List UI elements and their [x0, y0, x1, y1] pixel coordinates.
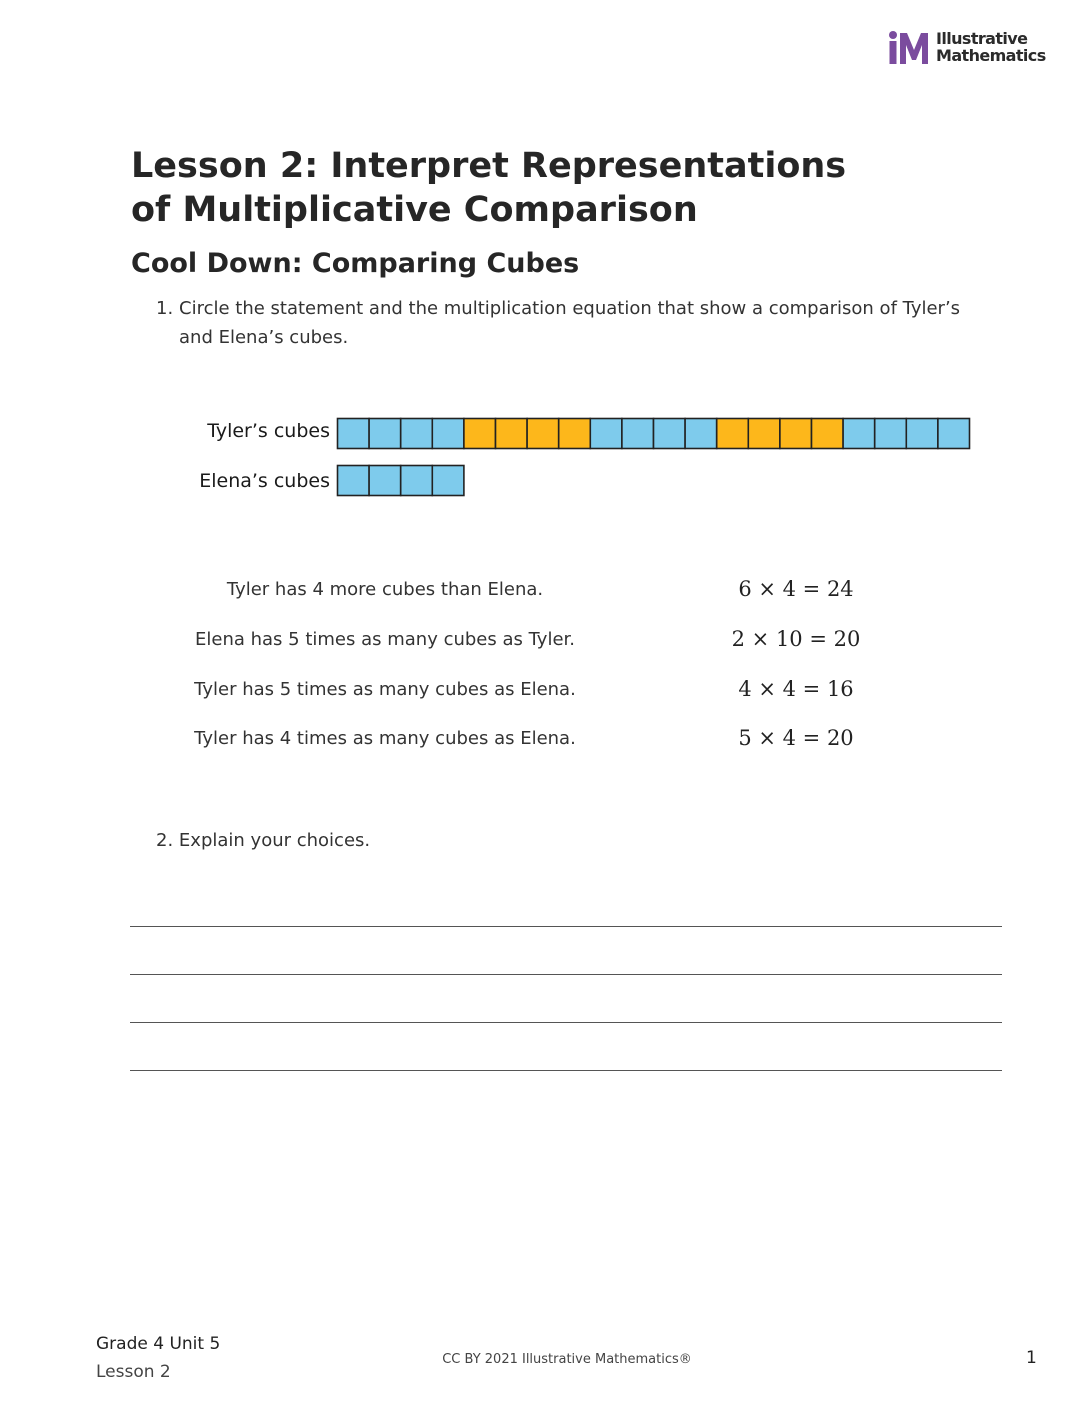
cube-orange — [748, 419, 780, 449]
cube-orange — [780, 419, 812, 449]
cube-blue — [369, 466, 401, 496]
cube-orange — [559, 419, 591, 449]
question-2 — [156, 830, 370, 851]
statement-3[interactable]: Tyler has 5 times as many cubes as Elena. — [194, 679, 576, 700]
logo-line2: Mathematics — [936, 46, 1046, 65]
cube-blue — [369, 419, 401, 449]
section-title: Cool Down: Comparing Cubes — [131, 248, 580, 279]
cube-blue — [622, 419, 654, 449]
question-1-text: Circle the statement and the multiplication equation that show a comparison of Tyler’s and Elena’s cubes. — [179, 298, 961, 348]
logo-line1: Illustrative — [936, 29, 1028, 48]
elena-cubes-label: Elena’s cubes — [199, 470, 330, 492]
question-2-text: Explain your choices. — [178, 830, 371, 851]
im-logo-icon — [888, 30, 932, 66]
equation-3[interactable]: 4 × 4 = 16 — [738, 677, 854, 701]
cube-blue — [590, 419, 622, 449]
statement-2[interactable]: Elena has 5 times as many cubes as Tyler. — [195, 629, 575, 650]
cube-orange — [717, 419, 749, 449]
footer-unit: Grade 4 Unit 5 — [96, 1334, 221, 1354]
cube-blue — [938, 419, 970, 449]
equation-1[interactable]: 6 × 4 = 24 — [738, 577, 854, 601]
answer-line-4[interactable] — [130, 1070, 1002, 1071]
cube-orange — [812, 419, 844, 449]
equation-2[interactable]: 2 × 10 = 20 — [731, 627, 861, 651]
cube-orange — [464, 419, 496, 449]
cube-blue — [685, 419, 717, 449]
cube-blue — [401, 419, 433, 449]
question-2-number: 2. — [156, 830, 174, 851]
cube-blue — [875, 419, 907, 449]
tyler-cubes-label: Tyler’s cubes — [207, 420, 330, 442]
statement-4[interactable]: Tyler has 4 times as many cubes as Elena. — [194, 728, 576, 749]
cube-orange — [527, 419, 559, 449]
answer-line-1[interactable] — [130, 926, 1002, 927]
answer-line-3[interactable] — [130, 1022, 1002, 1023]
tyler-cubes-row — [336, 417, 976, 453]
cube-blue — [432, 466, 464, 496]
cube-blue — [843, 419, 875, 449]
page-number: 1 — [1026, 1348, 1037, 1368]
cube-blue — [338, 419, 370, 449]
equation-4[interactable]: 5 × 4 = 20 — [738, 726, 854, 750]
logo-wordmark — [936, 30, 1046, 64]
cube-blue — [338, 466, 370, 496]
question-1 — [156, 294, 976, 352]
answer-line-2[interactable] — [130, 974, 1002, 975]
cube-blue — [401, 466, 433, 496]
footer-copyright: CC BY 2021 Illustrative Mathematics® — [442, 1352, 692, 1367]
statement-1[interactable]: Tyler has 4 more cubes than Elena. — [226, 579, 544, 600]
cube-blue — [906, 419, 938, 449]
footer-lesson: Lesson 2 — [96, 1362, 171, 1382]
cube-blue — [654, 419, 686, 449]
lesson-title: Lesson 2: Interpret Representations of Multiplicative Comparison — [131, 146, 847, 230]
elena-cubes-row — [336, 464, 476, 500]
cube-orange — [496, 419, 528, 449]
question-1-number: 1. — [156, 298, 174, 319]
cube-blue — [432, 419, 464, 449]
